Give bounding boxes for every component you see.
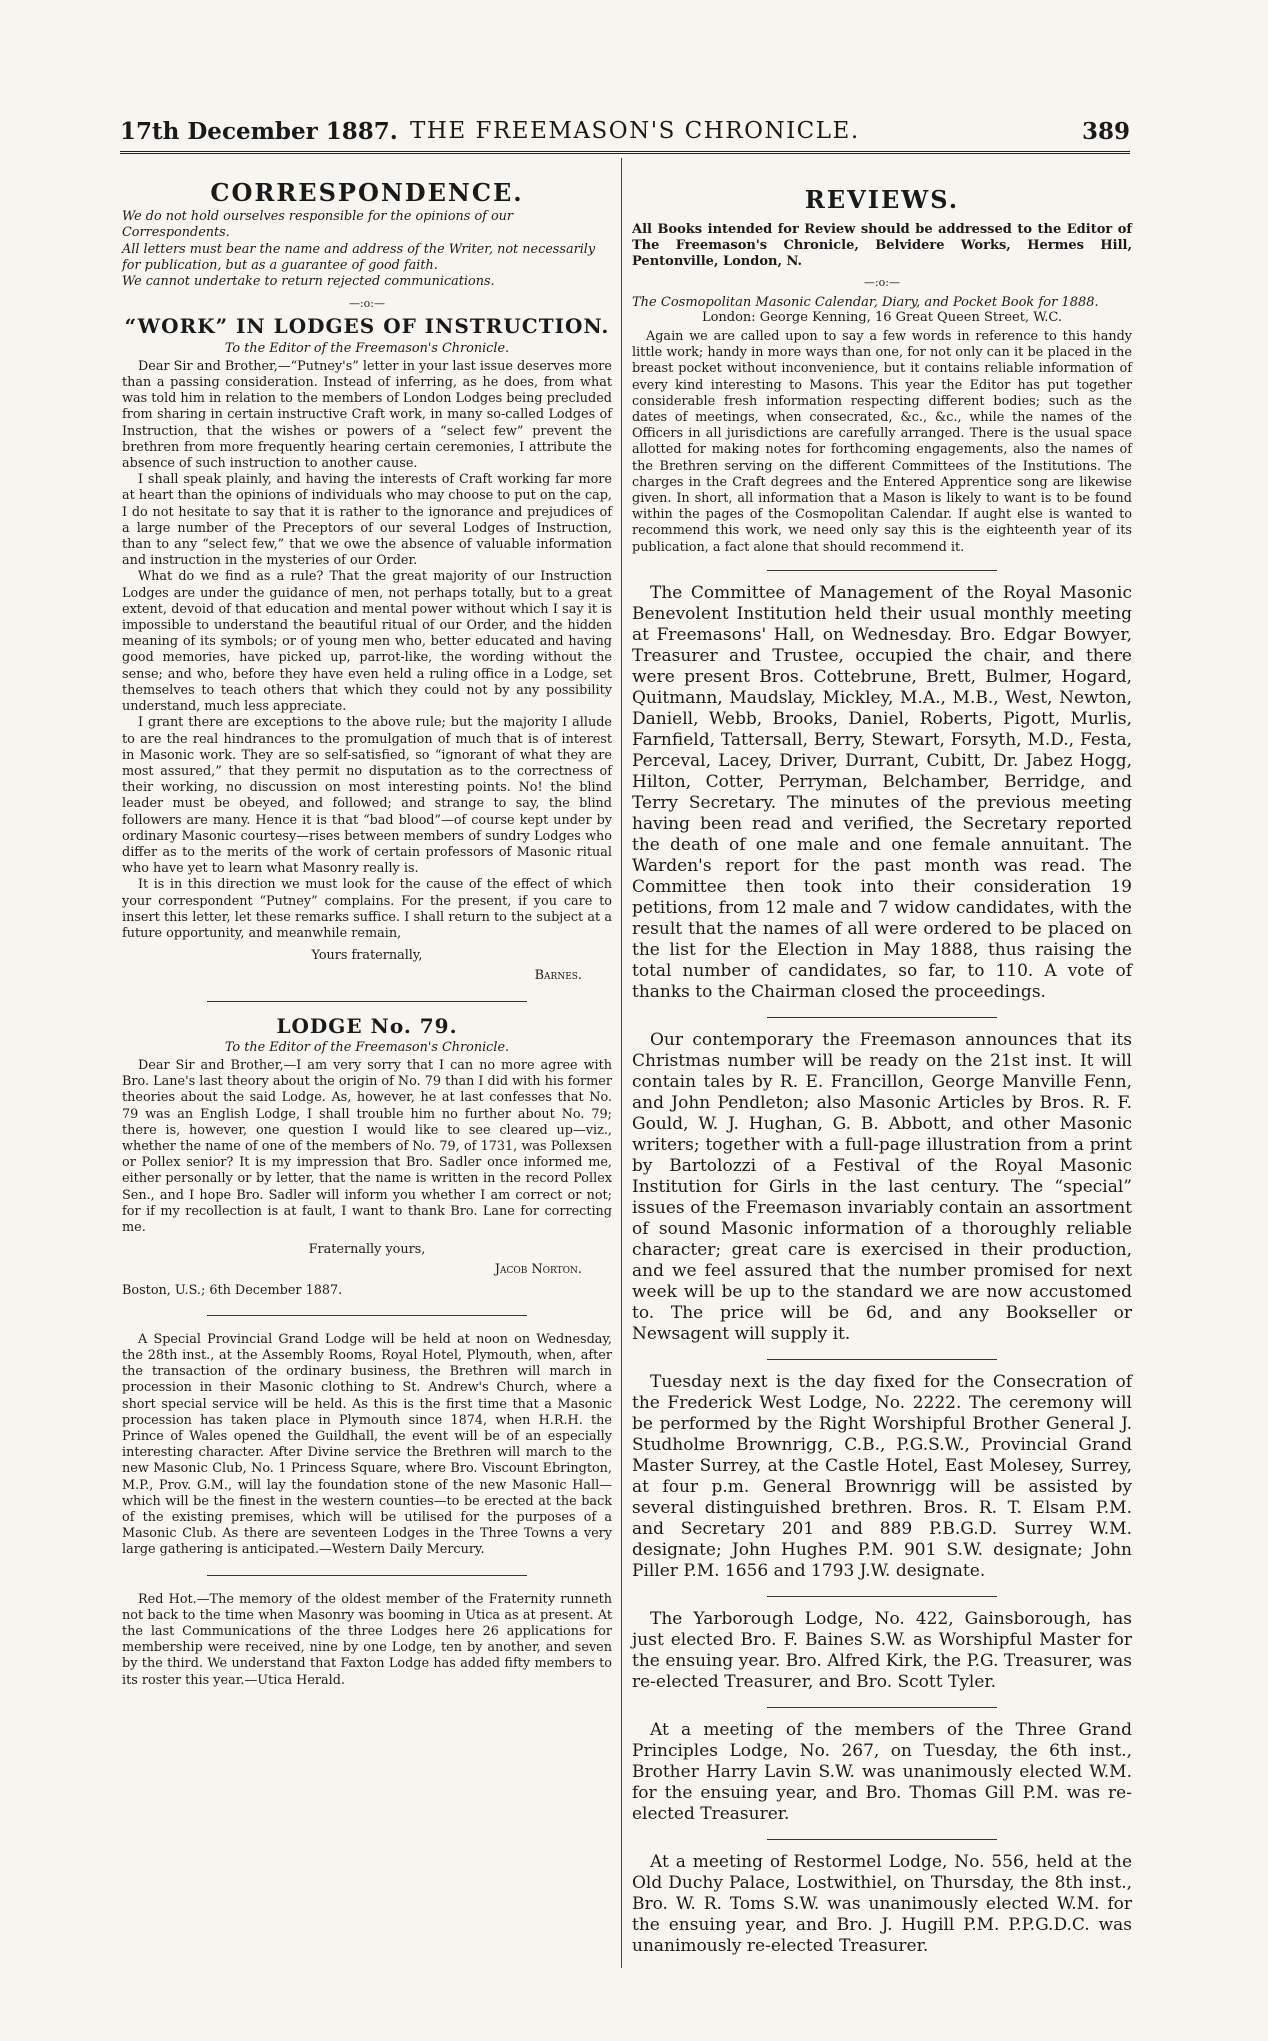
letter-signature: Jacob Norton. — [494, 1262, 582, 1278]
separator: —:o:— — [863, 276, 901, 289]
separator: —:o:— — [348, 297, 386, 311]
masthead-title: THE FREEMASON'S CHRONICLE. — [410, 118, 860, 144]
section-rule — [207, 1315, 527, 1316]
section-rule — [767, 1839, 997, 1840]
news-paragraph: At a meeting of Restormel Lodge, No. 556, held at the Old Duchy Palace, Lostwithiel, on Thursday, the 8th inst., Bro. W. R. Toms S.W. was unanimously elected W.M. for the ensuing year, and Bro. J. Hugill P.M. P.P.G.D.C. was unanimously re-elected Treasurer. — [632, 1851, 1132, 1956]
letter-addressee: To the Editor of the Freemason's Chronicle. — [224, 340, 510, 356]
page-header — [120, 118, 1130, 148]
letter-place-date: Boston, U.S.; 6th December 1887. — [122, 1282, 343, 1298]
section-rule — [767, 1359, 997, 1360]
letter-paragraph: I grant there are exceptions to the above rule; but the majority I allude to are the real hindrances to the promulgation of much that is of interest in Masonic work. They are so self-satisfied, so “ignorant of what they are most assured,” that they permit no disputation as to the correctness of their working, no discussion on most interesting points. No! the blind leader must be obeyed, and followed; and strange to say, the blind followers are many. Hence it is that “bad blood”—of course kept under by ordinary Masonic courtesy—rises between members of sundry Lodges who differ as to the merits of the work of certain professors of Masonic ritual who have yet to learn what Masonry really is. — [122, 715, 612, 877]
reviewed-book-title: The Cosmopolitan Masonic Calendar, Diary, and Pocket Book for 1888. — [632, 295, 1099, 310]
issue-date: 17th December 1887. — [120, 118, 398, 145]
letter-paragraph: What do we find as a rule? That the great majority of our Instruction Lodges are under the guidance of men, not perhaps totally, but to a great extent, devoid of that education and mental power without which I say it is impossible to understand the beautiful ritual of our Order, and the hidden meaning of its symbols; or of young men who, better educated and having good memories, have picked up, parrot-like, the wording without the sense; and who, before they have even held a ruling office in a Lodge, set themselves to teach others that which they could not by any possibility understand, much less appreciate. — [122, 569, 612, 715]
disclaimer-notice: We do not hold ourselves responsible for the opinions of our Correspondents. — [122, 209, 514, 241]
letter-paragraph: It is in this direction we must look for the cause of the effect of which your correspondent “Putney” complains. For the present, if you care to insert this letter, let these remarks suffice. I shall return to the subject at a future opportunity, and meanwhile remain, — [122, 877, 612, 941]
news-note: Red Hot.—The memory of the oldest member of the Fraternity runneth not back to the time when Masonry was booming in Utica as at present. At the last Communications of the three Lodges here 26 applications for membership were received, nine by one Lodge, ten by another, and seven by the third. We understand that Faxton Lodge has added fifty members to its roster this year.—Utica Herald. — [122, 1591, 612, 1688]
letters-notice: All letters must bear the name and address of the Writer, not necessarily for publication, but as a guarantee of good faith. — [122, 241, 596, 273]
news-paragraph: Our contemporary the Freemason announces that its Christmas number will be ready on the 21st inst. It will contain tales by R. E. Francillon, George Manville Fenn, and John Pendleton; also Masonic Articles by Bros. R. F. Gould, W. J. Hughan, G. B. Abbott, and other Masonic writers; together with a full-page illustration from a print by Bartolozzi of a Festival of the Royal Masonic Institution for Girls in the last century. The “special” issues of the Freemason invariably contain an assortment of sound Masonic information of a thoroughly reliable character; great care is exercised in their production, and we feel assured that the number promised for next week will be up to the standard we are now accustomed to. The price will be 6d, and any Bookseller or Newsagent will supply it. — [632, 1029, 1132, 1344]
news-paragraph: At a meeting of the members of the Three Grand Principles Lodge, No. 267, on Tuesday, the 6th inst., Brother Harry Lavin S.W. was unanimously elected W.M. for the ensuing year, and Bro. Thomas Gill P.M. was re-elected Treasurer. — [632, 1719, 1132, 1824]
review-text: Again we are called upon to say a few words in reference to this handy little work; handy in more ways than one, for not only can it be placed in the breast pocket without inconvenience, but it contains reliable information of every kind interesting to Masons. This year the Editor has put together considerable fresh information respecting different bodies; such as the dates of meetings, when consecrated, &c., &c., while the names of the Officers in all jurisdictions are carefully arranged. There is the usual space allotted for making notes for forthcoming engagements, also the names of the Brethren serving on the different Committees of the Institutions. The charges in the Craft degrees and the Entered Apprentice song are likewise given. In short, all information that a Mason is likely to want is to be found within the pages of the Cosmopolitan Calendar. If aught else is wanted to recommend this work, we need only say this is the eighteenth year of its publication, a fact alone that should recommend it. — [632, 329, 1132, 555]
section-rule — [207, 1001, 527, 1002]
reviews-column — [632, 185, 1132, 1957]
letter-title: “WORK” IN LODGES OF INSTRUCTION. — [124, 314, 610, 339]
letter-signoff: Yours fraternally, — [311, 948, 423, 964]
section-rule — [767, 570, 997, 571]
news-note: A Special Provincial Grand Lodge will be held at noon on Wednesday, the 28th inst., at the Assembly Rooms, Royal Hotel, Plymouth, when, after the transaction of the ordinary business, the Brethren will march in procession in their Masonic clothing to St. Andrew's Church, where a short special service will be held. As this is the first time that a Masonic procession has taken place in Plymouth since 1874, when H.R.H. the Prince of Wales opened the Guildhall, the event will be of an especially interesting character. After Divine service the Brethren will march to the new Masonic Club, No. 1 Princess Square, where Bro. Viscount Ebrington, M.P., Prov. G.M., will lay the foundation stone of the new Masonic Hall—which will be the finest in the western counties—to be erected at the back of the existing premises, which will be utilised for the purposes of a Masonic Club. As there are seventeen Lodges in the Three Towns a very large gathering is anticipated.—Western Daily Mercury. — [122, 1331, 612, 1558]
header-rule — [120, 151, 1130, 154]
section-rule — [767, 1596, 997, 1597]
correspondence-column — [122, 178, 612, 1689]
section-rule — [767, 1707, 997, 1708]
section-rule — [207, 1575, 527, 1576]
reviews-title: REVIEWS. — [804, 185, 960, 214]
correspondence-title: CORRESPONDENCE. — [210, 178, 524, 207]
letter-addressee: To the Editor of the Freemason's Chronicle. — [224, 1039, 510, 1055]
page-number: 389 — [1081, 118, 1130, 145]
letter-title: LODGE No. 79. — [276, 1013, 458, 1038]
rejected-notice: We cannot undertake to return rejected communications. — [122, 274, 495, 290]
news-paragraph: The Yarborough Lodge, No. 422, Gainsborough, has just elected Bro. F. Baines S.W. as Worshipful Master for the ensuing year. Bro. Alfred Kirk, the P.G. Treasurer, was re-elected Treasurer, and Bro. Scott Tyler. — [632, 1608, 1132, 1692]
news-paragraph: Tuesday next is the day fixed for the Consecration of the Frederick West Lodge, No. 2222. The ceremony will be performed by the Right Worshipful Brother General J. Studholme Brownrigg, C.B., P.G.S.W., Provincial Grand Master Surrey, at the Castle Hotel, East Molesey, Surrey, at four p.m. General Brownrigg will be assisted by several distinguished brethren. Bros. R. T. Elsam P.M. and Secretary 201 and 889 P.B.G.D. Surrey W.M. designate; John Hughes P.M. 901 S.W. designate; John Piller P.M. 1656 and 1793 J.W. designate. — [632, 1371, 1132, 1581]
column-divider — [621, 158, 622, 1968]
letter-signoff: Fraternally yours, — [308, 1242, 426, 1258]
letter-paragraph: Dear Sir and Brother,—“Putney's” letter in your last issue deserves more than a passing consideration. Instead of inferring, as he does, from what was told him in relation to the members of London Lodges being precluded from sharing in certain instructive Craft work, in many so-called Lodges of Instruction, that the wishes or powers of a “select few” prevent the brethren from more frequently hearing certain ceremonies, I attribute the absence of such instruction to another cause. — [122, 358, 612, 472]
news-paragraph: The Committee of Management of the Royal Masonic Benevolent Institution held their usual monthly meeting at Freemasons' Hall, on Wednesday. Bro. Edgar Bowyer, Treasurer and Trustee, occupied the chair, and there were present Bros. Cottebrune, Brett, Bulmer, Hogard, Quitmann, Maudslay, Mickley, M.A., M.B., West, Newton, Daniell, Webb, Brooks, Daniel, Roberts, Pigott, Murlis, Farnfield, Tattersall, Berry, Stewart, Forsyth, M.D., Festa, Perceval, Lacey, Driver, Durrant, Cubitt, Dr. Jabez Hogg, Hilton, Cotter, Perryman, Belchamber, Berridge, and Terry Secretary. The minutes of the previous meeting having been read and verified, the Secretary reported the death of one male and one female annuitant. The Warden's report for the past month was read. The Committee then took into their consideration 19 petitions, from 12 male and 7 widow candidates, with the result that the names of all were ordered to be placed on the list for the Election in May 1888, thus raising the total number of candidates, so far, to 110. A vote of thanks to the Chairman closed the proceedings. — [632, 582, 1132, 1002]
reviews-notice: All Books intended for Review should be addressed to the Editor of The Freemason's Chronicle, Belvidere Works, Hermes Hill, Pentonville, London, N. — [632, 222, 1132, 269]
letter-paragraph: I shall speak plainly, and having the interests of Craft working far more at heart than the opinions of individuals who may choose to put on the cap, I do not hesitate to say that it is rather to the ignorance and prejudices of a large number of the Preceptors of our several Lodges of Instruction, than to any “select few,” that we owe the absence of valuable information and instruction in the mysteries of our Order. — [122, 472, 612, 569]
section-rule — [767, 1017, 997, 1018]
reviewed-book-publisher: London: George Kenning, 16 Great Queen Street, W.C. — [701, 310, 1063, 325]
letter-signature: Barnes. — [534, 968, 582, 984]
letter-paragraph: Dear Sir and Brother,—I am very sorry that I can no more agree with Bro. Lane's last theory about the origin of No. 79 than I did with his former theories about the said Lodge. As, however, he at last confesses that No. 79 was an English Lodge, I shall trouble him no further about No. 79; there is, however, one question I would like to see cleared up—viz., whether the name of one of the members of No. 79, of 1731, was Pollexsen or Pollex senior? It is my impression that Bro. Sadler once informed me, either personally or by letter, that the name is written in the record Pollex Sen., and I hope Bro. Sadler will inform you whether I am correct or not; for if my recollection is at fault, I want to thank Bro. Lane for correcting me. — [122, 1057, 612, 1235]
